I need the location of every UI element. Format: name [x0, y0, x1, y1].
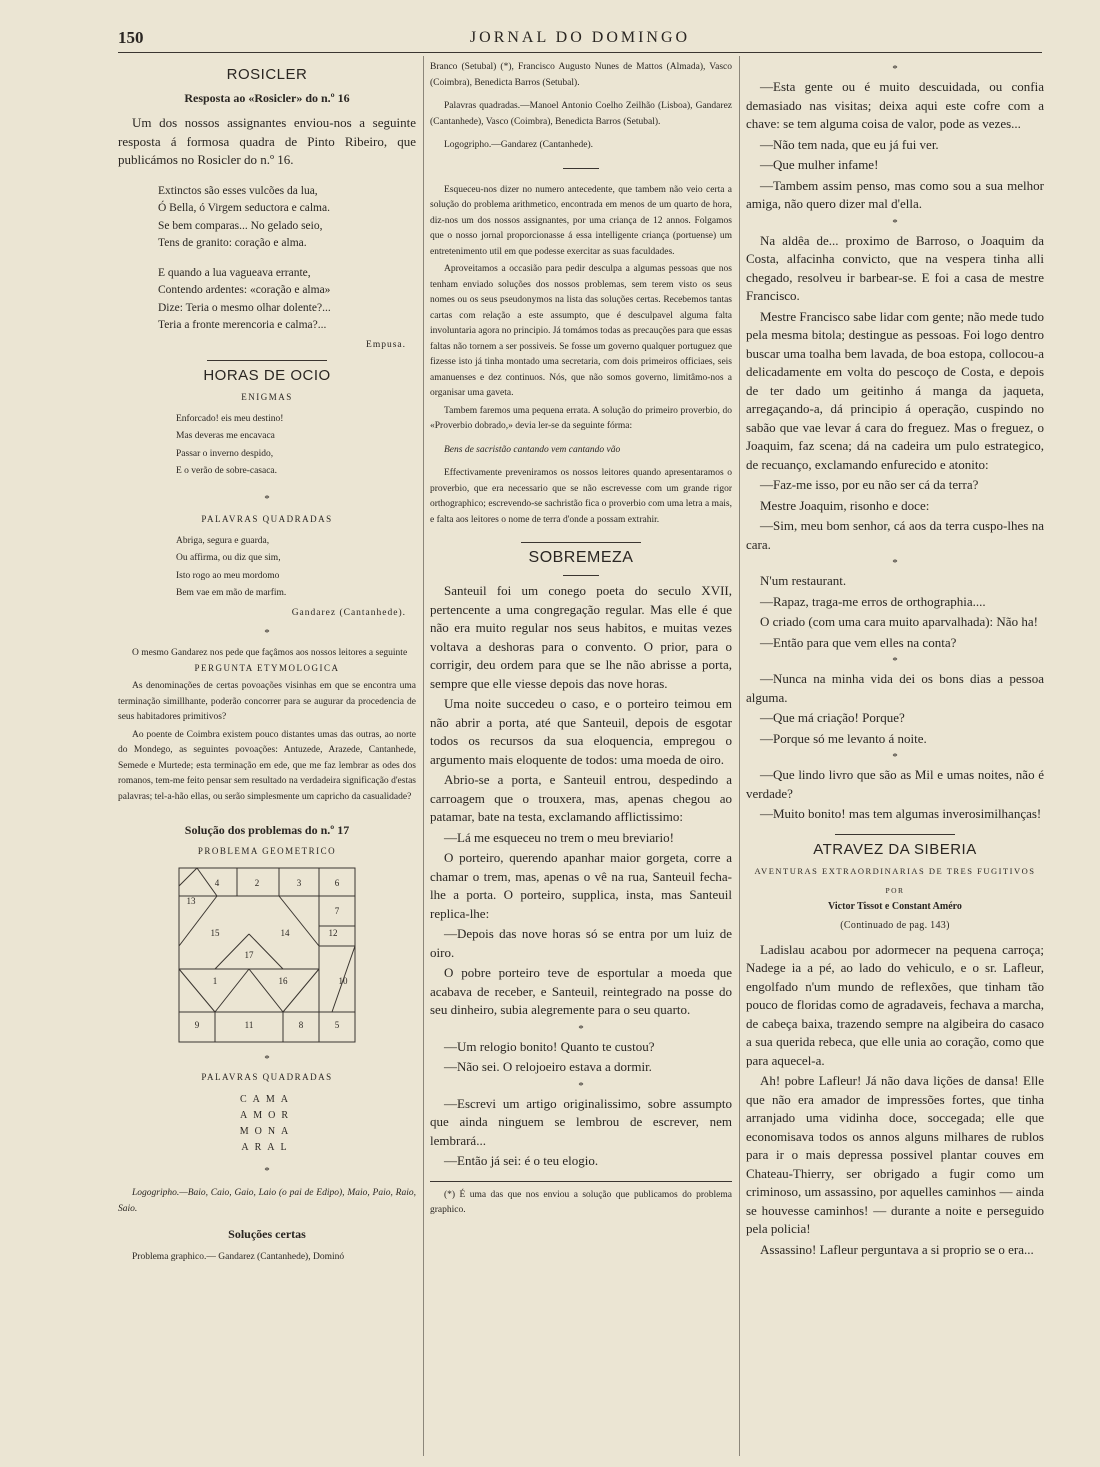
anecdote-paragraph: —Rapaz, traga-me erros de orthographia....	[760, 593, 986, 609]
etym-paragraph: As denominações de certas povoações visinhas em que se encontra uma terminação simillhante, poderão concorrer para se augurar da procedencia de seus habitadores primitivos?	[118, 681, 416, 722]
editorial-paragraph: Aproveitamos a occasião para pedir desculpa a algumas pessoas que nos tenham enviado soluções dos nossos problemas, sem terem visto os seus nomes ou os seus pseudonymos na lista das soluções certas. Recebemos tantas cartas com relação a este assumpto, que é desculpavel alguma falta involuntaria agora no principio. Já tomámos todas as precauções para que essas faltas não tornem a ser possiveis. Se fosse um governo qualquer portuguez que fizesse isto já tinha montado uma secretaria, com dois primeiros officiaes, seis amanuenses e dez continuos. Nós, que não somos governo, limitâmo-nos a organisar uma gaveta.	[430, 264, 732, 398]
story-paragraph: —Escrevi um artigo originalissimo, sobre assumpto que ainda ninguem se lembrou de escrever, nem lembrará...	[430, 1095, 732, 1148]
footnote-rule	[430, 1181, 732, 1182]
anecdote-paragraph: —Muito bonito! mas tem algumas inverosimilhanças!	[760, 806, 1042, 821]
palavras-line: Isto rogo ao meu mordomo	[176, 570, 280, 581]
diagram-number-label: 5	[334, 1020, 340, 1030]
separator-star: *	[892, 655, 898, 667]
verse-line: Ó Bella, ó Virgem seductora e calma.	[158, 202, 330, 214]
diagram-number-label: 14	[280, 928, 290, 938]
etym-intro: O mesmo Gandarez nos pede que façâmos aos nossos leitores a seguinte	[132, 647, 408, 658]
column-middle	[430, 60, 732, 1460]
section-rule	[207, 360, 327, 361]
solutions-title: Solução dos problemas do n.º 17	[184, 823, 350, 837]
separator-star: *	[578, 1022, 584, 1035]
enigma-line: Enforcado! eis meu destino!	[176, 413, 284, 424]
diagram-number-label: 3	[296, 878, 302, 888]
section-rule	[521, 542, 641, 543]
diagram-line	[212, 969, 249, 1012]
diagram-frame	[179, 868, 355, 1042]
enigmas-heading: ENIGMAS	[241, 391, 293, 402]
story-paragraph: Abrio-se a porta, e Santeuil entrou, despedindo a carroagem que o trouxera, mas, apenas chegou ao patamar, bate na testa, exclamando afflictissimo:	[430, 772, 732, 824]
siberia-title: ATRAVEZ DA SIBERIA	[813, 840, 977, 858]
palavras-heading: PALAVRAS QUADRADAS	[201, 513, 333, 524]
separator-star: *	[578, 1079, 584, 1092]
separator-star: *	[892, 216, 898, 229]
palavras-line: Bem vae em mão de marfim.	[176, 588, 287, 598]
diagram-line	[179, 969, 215, 1012]
anecdote-paragraph: —Porque só me levanto á noite.	[760, 730, 927, 746]
diagram-number-label: 7	[334, 906, 340, 916]
anecdote-paragraph: —Sim, meu bom senhor, cá aos da terra cuspo-lhes na cara.	[746, 518, 1044, 552]
pq-row: ARAL	[241, 1142, 293, 1153]
diagram-number-label: 1	[212, 976, 218, 986]
etym-heading: PERGUNTA ETYMOLOGICA	[194, 663, 340, 673]
header-rule	[118, 52, 1042, 53]
diagram-number-label: 16	[278, 976, 288, 986]
verse-line: Contendo ardentes: «coração e alma»	[158, 284, 331, 296]
etym-paragraph: Ao poente de Coimbra existem pouco distantes umas das outras, ao norte do Mondego, as seguintes povoações: Antuzede, Arazede, Cantanhede, Semede e Murtede; esta terminação em ede, que me faz lembrar as odes dos romanos, tem-me feito pensar sem resultado na verdadeira significação d'estas palavras; tel-a-hão ellas, ou serão simplesmente um capricho da casualidade?	[118, 729, 416, 802]
geometric-diagram	[177, 866, 357, 1044]
proverb: Bens de sacristão cantando vem cantando vão	[444, 444, 621, 455]
diagram-number-label: 9	[194, 1020, 200, 1030]
section-rule	[563, 168, 599, 169]
anecdote-paragraph: Mestre Joaquim, risonho e doce:	[760, 497, 930, 513]
palavras-signature: Gandarez (Cantanhede).	[291, 607, 406, 618]
page-header	[118, 28, 1042, 50]
diagram-number-label: 13	[186, 896, 196, 906]
siberia-continued: (Continuado de pag. 143)	[840, 919, 950, 931]
story-paragraph: —Lá me esqueceu no trem o meu breviario!	[444, 829, 674, 845]
separator-star: *	[892, 557, 898, 569]
diagram-number-label: 10	[338, 976, 348, 986]
pq-row: MONA	[239, 1126, 295, 1137]
sobremeza-title: SOBREMEZA	[528, 549, 634, 566]
anecdote-paragraph: N'um restaurant.	[760, 573, 847, 588]
pq-heading: PALAVRAS QUADRADAS	[201, 1072, 333, 1082]
enigma-line: Mas deveras me encavaca	[176, 431, 275, 441]
column-divider	[423, 56, 424, 1456]
story-paragraph: O porteiro, querendo apanhar maior gorgeta, corre a chamar o trem, mas, apenas o vê na rua, Santeuil fecha-lhe a porta. O porteiro, supplica, insta, mas Santeuil replica-lhe:	[430, 850, 732, 921]
column-divider	[739, 56, 740, 1456]
geometric-heading: PROBLEMA GEOMETRICO	[197, 846, 337, 856]
diagram-number-label: 6	[334, 878, 340, 888]
logogripho-solvers: Logogripho.—Gandarez (Cantanhede).	[444, 140, 594, 150]
diagram-line	[283, 969, 319, 1012]
separator-star: *	[264, 1053, 270, 1065]
problema-graphico-text: Problema graphico.— Gandarez (Cantanhede), Dominó	[132, 1252, 345, 1262]
palavras-solvers: Palavras quadradas.—Manoel Antonio Coelho Zeilhão (Lisboa), Gandarez (Cantanhede), Vasco (Coimbra), Benedicta Barros (Setubal).	[430, 101, 732, 127]
anecdote-paragraph: —Nunca na minha vida dei os bons dias a pessoa alguma.	[746, 671, 1044, 705]
separator-star: *	[264, 626, 270, 639]
story-paragraph: —Não sei. O relojoeiro estava a dormir.	[444, 1059, 652, 1074]
page-number: 150	[118, 28, 144, 47]
separator-star: *	[264, 492, 270, 505]
siberia-authors: Victor Tissot e Constant Améro	[828, 900, 962, 912]
anecdote-paragraph: —Que mulher infame!	[760, 157, 879, 172]
ocio-title: HORAS DE OCIO	[203, 366, 331, 384]
editorial-paragraph: Esqueceu-nos dizer no numero antecedente, que tambem não veio certa a solução do problema arithmetico, encontrada em menos de um quarto de hora, diz-nos um dos nossos assignantes, por uma criança de 12 annos. Folgamos que o nosso jornal proporcionasse á essa intelligente criança (portuense) um entretenimento util em que podesse exercitar as suas faculdades.	[430, 184, 732, 257]
verse-line: Teria a fronte merencoria e calma?...	[158, 319, 327, 331]
anecdote-paragraph: O criado (com uma cara muito aparvalhada): Não ha!	[760, 614, 1038, 629]
diagram-line	[179, 868, 197, 886]
anecdote-paragraph: —Que lindo livro que são as Mil e umas noites, não é verdade?	[746, 767, 1044, 801]
verse-line: Dize: Teria o mesmo olhar dolente?...	[158, 301, 331, 314]
enigma-line: Passar o inverno despido,	[176, 448, 274, 459]
verse-signature: Empusa.	[366, 339, 406, 350]
anecdote-paragraph: —Tambem assim penso, mas como sou a sua melhor amiga, não quero dizer mal d'ella.	[746, 177, 1044, 211]
pq-row: CAMA	[239, 1094, 294, 1105]
verse-line: Tens de granito: coração e alma.	[158, 237, 307, 249]
section-rule	[563, 575, 599, 576]
rosicler-subtitle: Resposta ao «Rosicler» do n.º 16	[184, 91, 350, 105]
diagram-number-label: 4	[214, 878, 220, 888]
diagram-number-label: 2	[254, 878, 260, 888]
verse-line: E quando a lua vagueava errante,	[158, 266, 311, 279]
logogripho-solution: Logogripho.—Baio, Caio, Gaio, Laio (o pai de Edipo), Maio, Paio, Raio, Saio.	[118, 1188, 416, 1214]
story-paragraph: —Um relogio bonito! Quanto te custou?	[444, 1038, 655, 1054]
diagram-number-label: 12	[328, 928, 338, 938]
anecdote-paragraph: Na aldêa de... proximo de Barroso, o Joaquim da Costa, alfacinha convicto, que na vespera tinha alli chegado, resolveu ir barbear-se. E foi a casa de mestre Francisco.	[746, 232, 1044, 303]
anecdote-paragraph: —Faz-me isso, por eu não ser cá da terra?	[760, 477, 979, 492]
anecdote-paragraph: Mestre Francisco sabe lidar com gente; não mede tudo pela mesma bitola; destingue as pessoas. Foi logo dentro buscar uma toalha bem lavada, de boa estopa, collocou-a delicadamente em volta do pescoço de Costa, e depois de ter dado um geitinho á manga da jaqueta, arregaçando-a, dá principio á operação, cuspindo no sabão que vae levar á cara do freguez. Mas o freguez, o Joaquim, faz scena; dá na cadeira um pulo estrategico, de recuanço, exclamando enfurecido e atonito:	[746, 308, 1044, 472]
footnote: (*) É uma das que nos enviou a solução que publicamos do problema graphico.	[430, 1189, 732, 1215]
editorial-paragraph: Effectivamente preveniramos os nossos leitores quando apresentaramos o proverbio, que era necessario que se não escrevesse com um grande rigor orthographico; escrevendo-se sachristão fica o proverbio com uma letra a mais, e falta aos leitores o nome de terra d'onde a possam extrahir.	[430, 468, 732, 525]
palavras-line: Ou affirma, ou diz que sim,	[176, 553, 281, 563]
story-paragraph: Uma noite succedeu o caso, e o porteiro teimou em não abrir a porta, até que Santeuil, depois de esgotar todos os recursos da sua eloquencia, empregou o argumento mais eloquente de todos: uma moeda de oiro.	[430, 696, 732, 767]
story-paragraph: —Então já sei: é o teu elogio.	[444, 1153, 599, 1168]
story-paragraph: O pobre porteiro teve de esportular a moeda que acabava de receber, e Santeuil, reintegrado na posse do seu dinheiro, subia alegremente para o seu quarto.	[430, 965, 732, 1017]
solvers-continued: Branco (Setubal) (*), Francisco Augusto Nunes de Mattos (Almada), Vasco (Coimbra), Benedicta Barros (Setubal).	[430, 62, 732, 88]
serial-paragraph: Ladislau acabou por adormecer na pequena carroça; Nadege ia a pé, ao lado do vehiculo, e o sr. Lafleur, engolfado n'um mundo de reflexões, que tinham tão pouco de floridas como de agradaveis, fechava a marcha, de cabeça baixa, trazendo sempre na algibeira do casaco a sua querida rebeca, que elle unia ao coração, como que para aquecel-a.	[746, 941, 1044, 1068]
anecdote-paragraph: —Esta gente ou é muito descuidada, ou confia demasiado nas visitas; deixa aqui este cofre com a chave: se tem alguma coisa de valor, pode as vezes...	[746, 79, 1044, 131]
serial-paragraph: Assassino! Lafleur perguntava a si proprio se o era...	[760, 1241, 1034, 1257]
siberia-subtitle: AVENTURAS EXTRAORDINARIAS DE TRES FUGITIVOS	[754, 865, 1036, 876]
story-paragraph: Santeuil foi um conego poeta do seculo XVII, pertencente a uma congregação regular. Mas elle é que não era muito regular nos seus habitos, e muitas vezes voltava a deshoras para o convento. O prior, para o corrigir, deu ordem para que se lhe não abrisse a porta, sempre que elle viesse depois das nove horas.	[430, 583, 732, 691]
diagram-number-label: 8	[298, 1020, 304, 1030]
diagram-number-label: 11	[244, 1020, 254, 1030]
diagram-line	[179, 896, 217, 946]
masthead: JORNAL DO DOMINGO	[469, 29, 691, 46]
editorial-paragraph: Tambem faremos uma pequena errata. A solução do primeiro proverbio, do «Proverbio dobrado,» devia ler-se da seguinte fórma:	[430, 405, 732, 431]
verse-line: Se bem comparas... No gelado seio,	[158, 219, 323, 232]
enigma-line: E o verão de sobre-casaca.	[176, 466, 278, 476]
palavras-line: Abriga, segura e guarda,	[176, 535, 270, 546]
column-right	[746, 60, 1044, 1460]
diagram-line	[249, 934, 283, 969]
anecdote-paragraph: —Que má criação! Porque?	[760, 710, 905, 725]
section-rule	[835, 834, 955, 835]
diagram-number-label: 17	[244, 950, 254, 960]
diagram-number-label: 15	[210, 928, 220, 938]
rosicler-intro: Um dos nossos assignantes enviou-nos a seguinte resposta á formosa quadra de Pinto Ribeiro, que publicámos no Rosicler do n.º 16.	[118, 115, 416, 167]
pq-row: AMOR	[239, 1110, 294, 1121]
diagram-line	[279, 896, 319, 946]
separator-star: *	[892, 751, 898, 763]
rosicler-title: ROSICLER	[226, 66, 308, 83]
anecdote-paragraph: —Então para que vem elles na conta?	[760, 634, 957, 650]
separator-star: *	[892, 63, 898, 75]
correct-solutions-title: Soluções certas	[228, 1227, 306, 1241]
story-paragraph: —Depois das nove horas só se entra por um luiz de oiro.	[430, 926, 732, 960]
anecdote-paragraph: —Não tem nada, que eu já fui ver.	[760, 136, 939, 152]
siberia-por: POR	[885, 885, 905, 895]
separator-star: *	[264, 1165, 270, 1177]
serial-paragraph: Ah! pobre Lafleur! Já não dava lições de dansa! Elle que não era amador de impressões fortes, que tinha arranjado uma vidinha doce, soccegada; elle que economisava todos os annos alguns milhares de rublos para ir o mais depressa possivel plantar couves em Chateau-Thierry, ser obrigado a fugir como um criminoso, um assassino, por aquelles caminhos — ainda se houvesse caminhos! — durante a noite e perseguido pela policia!	[746, 1073, 1044, 1236]
verse-line: Extinctos são esses vulcões da lua,	[158, 184, 318, 197]
column-left	[118, 60, 416, 1460]
